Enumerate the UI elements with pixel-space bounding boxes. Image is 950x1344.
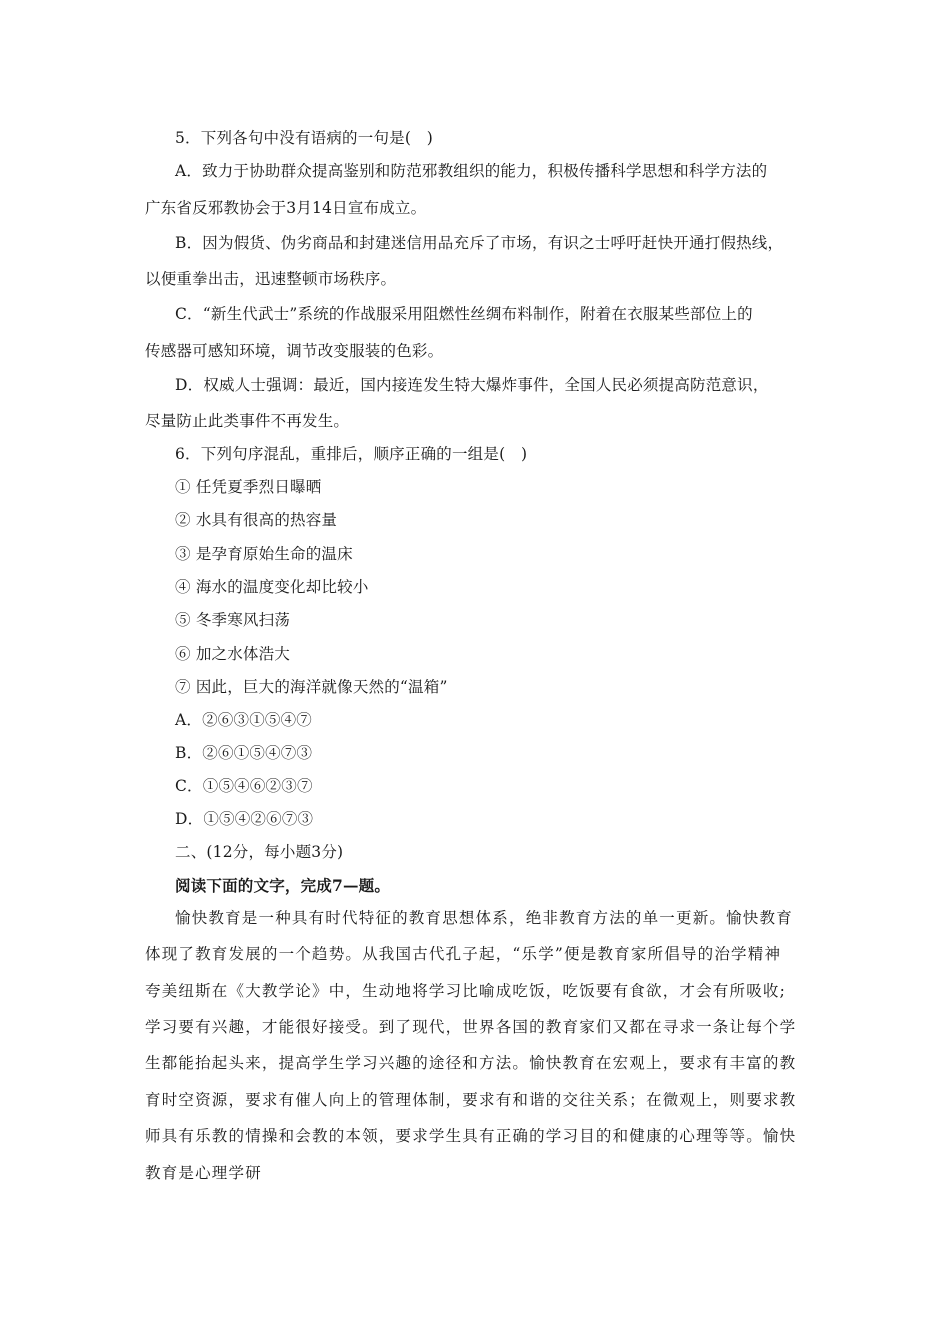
passage-line-8: 教育是心理学研 bbox=[145, 1164, 262, 1182]
passage-line-1: 愉快教育是一种具有时代特征的教育思想体系，绝非教育方法的单一更新。愉快教育 bbox=[175, 909, 793, 927]
passage-line-3: 夸美纽斯在《大教学论》中，生动地将学习比喻成吃饭，吃饭要有食欲，才会有所吸收; bbox=[145, 982, 787, 1000]
q6-option-b: B．②⑥①⑤④⑦③ bbox=[175, 744, 313, 762]
passage-line-2: 体现了教育发展的一个趋势。从我国古代孔子起，“乐学”便是教育家所倡导的治学精神 bbox=[145, 945, 782, 963]
q6-sentence-4: ④ 海水的温度变化却比较小 bbox=[175, 578, 369, 596]
q6-sentence-2: ② 水具有很高的热容量 bbox=[175, 511, 338, 529]
q5-option-b-line-1: B．因为假货、伪劣商品和封建迷信用品充斥了市场，有识之士呼吁赶快开通打假热线， bbox=[175, 234, 784, 252]
question-5-stem: 5．下列各句中没有语病的一句是( ) bbox=[175, 129, 434, 147]
q6-sentence-5: ⑤ 冬季寒风扫荡 bbox=[175, 611, 291, 629]
q6-sentence-3: ③ 是孕育原始生命的温床 bbox=[175, 545, 353, 563]
q5-option-d-line-2: 尽量防止此类事件不再发生。 bbox=[145, 412, 350, 430]
passage-line-5: 生都能抬起头来，提高学生学习兴趣的途径和方法。愉快教育在宏观上，要求有丰富的教 bbox=[145, 1054, 797, 1072]
q5-option-c-line-1: C．“新生代武士”系统的作战服采用阻燃性丝绸布料制作，附着在衣服某些部位上的 bbox=[175, 305, 753, 323]
q5-option-b-line-2: 以便重拳出击，迅速整顿市场秩序。 bbox=[145, 270, 397, 288]
reading-instruction: 阅读下面的文字，完成7—题。 bbox=[175, 876, 391, 895]
passage-line-7: 师具有乐教的情操和会教的本领，要求学生具有正确的学习目的和健康的心理等等。愉快 bbox=[145, 1127, 797, 1145]
q6-sentence-6: ⑥ 加之水体浩大 bbox=[175, 645, 291, 663]
q6-sentence-7: ⑦ 因此，巨大的海洋就像天然的“温箱” bbox=[175, 678, 448, 696]
passage-line-4: 学习要有兴趣，才能很好接受。到了现代，世界各国的教育家们又都在寻求一条让每个学 bbox=[145, 1018, 797, 1036]
q5-option-a-line-2: 广东省反邪教协会于3月14日宣布成立。 bbox=[145, 199, 427, 217]
q5-option-c-line-2: 传感器可感知环境，调节改变服装的色彩。 bbox=[145, 342, 444, 360]
q6-option-a: A．②⑥③①⑤④⑦ bbox=[175, 711, 312, 729]
q5-option-d-line-1: D．权威人士强调：最近，国内接连发生特大爆炸事件，全国人民必须提高防范意识， bbox=[175, 376, 769, 394]
q6-option-d: D．①⑤④②⑥⑦③ bbox=[175, 810, 314, 828]
q6-sentence-1: ① 任凭夏季烈日曝晒 bbox=[175, 478, 322, 496]
question-6-stem: 6．下列句序混乱，重排后，顺序正确的一组是( ) bbox=[175, 445, 528, 463]
section-2-heading: 二、(12分，每小题3分) bbox=[175, 843, 344, 861]
q6-option-c: C．①⑤④⑥②③⑦ bbox=[175, 777, 313, 795]
q5-option-a-line-1: A．致力于协助群众提高鉴别和防范邪教组织的能力，积极传播科学思想和科学方法的 bbox=[175, 162, 768, 180]
passage-line-6: 育时空资源，要求有催人向上的管理体制，要求有和谐的交往关系；在微观上，则要求教 bbox=[145, 1091, 797, 1109]
